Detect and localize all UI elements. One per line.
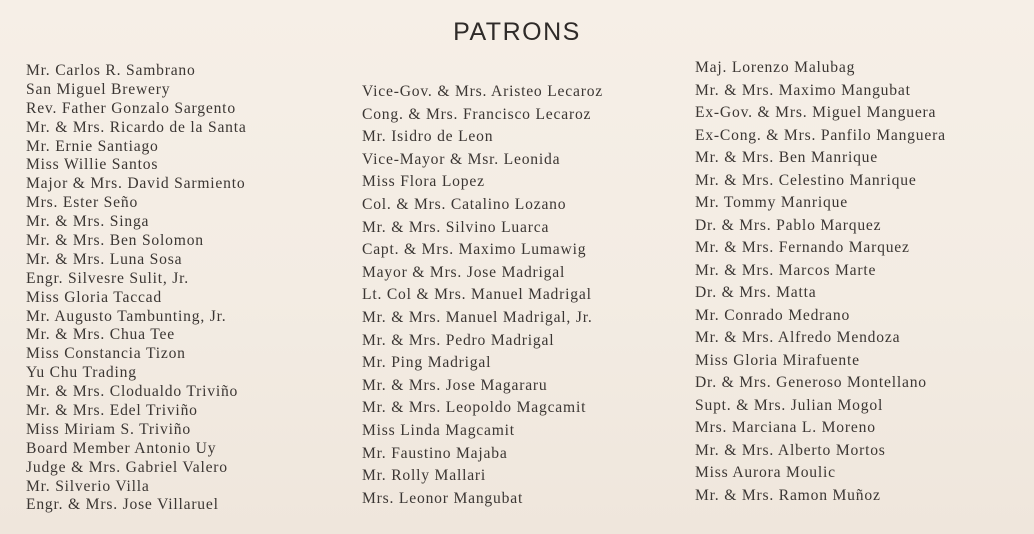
patron-name: Mrs. Leonor Mangubat xyxy=(362,489,524,507)
patron-name: Mr. & Mrs. Manuel Madrigal, Jr. xyxy=(362,308,593,326)
patron-name: Mr. & Mrs. Fernando Marquez xyxy=(695,239,910,256)
patron-name: San Miguel Brewery xyxy=(26,80,171,98)
patron-name: Cong. & Mrs. Francisco Lecaroz xyxy=(362,105,592,123)
patron-column-2 xyxy=(362,81,603,510)
patron-name: Miss Flora Lopez xyxy=(362,173,485,191)
patron-name: Ex-Gov. & Mrs. Miguel Manguera xyxy=(695,104,937,121)
patron-name: Mr. Silverio Villa xyxy=(26,477,150,495)
patron-name: Dr. & Mrs. Pablo Marquez xyxy=(695,216,882,234)
patron-name: Mr. Tommy Manrique xyxy=(695,194,848,211)
patron-name: Mr. & Mrs. Singa xyxy=(26,213,150,231)
patron-name: Capt. & Mrs. Maximo Lumawig xyxy=(362,241,587,259)
patron-name: Mr. & Mrs. Leopoldo Magcamit xyxy=(362,399,587,417)
patron-name: Mr. & Mrs. Marcos Marte xyxy=(695,261,877,279)
patron-name: Dr. & Mrs. Matta xyxy=(695,284,817,301)
patron-name: Mayor & Mrs. Jose Madrigal xyxy=(362,263,566,281)
patron-name: Miss Linda Magcamit xyxy=(362,421,515,439)
page-title: PATRONS xyxy=(453,18,581,46)
patron-name: Engr. Silvesre Sulit, Jr. xyxy=(26,269,189,287)
patron-name: Vice-Mayor & Msr. Leonida xyxy=(362,150,561,168)
patron-name: Ex-Cong. & Mrs. Panfilo Manguera xyxy=(695,126,946,144)
patron-name: Miss Gloria Taccad xyxy=(26,288,163,306)
patron-name: Dr. & Mrs. Generoso Montellano xyxy=(695,374,927,391)
patron-name: Maj. Lorenzo Malubag xyxy=(695,59,856,76)
patron-name: Mrs. Marciana L. Moreno xyxy=(695,419,876,436)
patron-name: Miss Constancia Tizon xyxy=(26,345,186,363)
patron-name: Supt. & Mrs. Julian Mogol xyxy=(695,396,884,414)
patron-name: Engr. & Mrs. Jose Villaruel xyxy=(26,496,219,514)
patron-name: Mr. Rolly Mallari xyxy=(362,467,487,485)
patron-name: Mr. & Mrs. Ben Manrique xyxy=(695,149,878,166)
patron-name: Mr. & Mrs. Ramon Muñoz xyxy=(695,486,881,504)
patron-name: Miss Willie Santos xyxy=(26,156,159,174)
patron-name: Mr. & Mrs. Jose Magararu xyxy=(362,376,548,394)
patron-name: Board Member Antonio Uy xyxy=(26,439,217,457)
patron-name: Col. & Mrs. Catalino Lozano xyxy=(362,195,567,213)
patron-name: Mr. Faustino Majaba xyxy=(362,444,508,462)
patron-name: Mr. & Mrs. Edel Triviño xyxy=(26,402,198,420)
patron-name: Judge & Mrs. Gabriel Valero xyxy=(26,458,228,476)
patron-column-3 xyxy=(695,57,946,507)
patron-name: Mr. & Mrs. Ben Solomon xyxy=(26,232,204,250)
patron-name: Yu Chu Trading xyxy=(26,364,137,382)
patron-name: Mr. Carlos R. Sambrano xyxy=(26,62,196,79)
patron-name: Mr. & Mrs. Pedro Madrigal xyxy=(362,331,555,349)
patron-name: Mrs. Ester Seño xyxy=(26,194,139,212)
patron-name: Mr. & Mrs. Chua Tee xyxy=(26,326,175,344)
patron-name: Miss Miriam S. Triviño xyxy=(26,420,191,438)
patron-name: Vice-Gov. & Mrs. Aristeo Lecaroz xyxy=(362,83,604,100)
patron-name: Mr. & Mrs. Alfredo Mendoza xyxy=(695,329,901,346)
patron-name: Mr. Ernie Santiago xyxy=(26,137,159,155)
patron-name: Mr. & Mrs. Alberto Mortos xyxy=(695,441,886,459)
patron-name: Major & Mrs. David Sarmiento xyxy=(26,175,246,193)
patron-name: Rev. Father Gonzalo Sargento xyxy=(26,99,236,117)
patron-name: Mr. Isidro de Leon xyxy=(362,128,494,146)
patron-name: Mr. & Mrs. Ricardo de la Santa xyxy=(26,118,247,136)
patron-name: Mr. & Mrs. Clodualdo Triviño xyxy=(26,383,239,401)
patron-name: Mr. & Mrs. Luna Sosa xyxy=(26,250,183,268)
patron-name: Mr. Augusto Tambunting, Jr. xyxy=(26,307,227,325)
patron-name: Mr. & Mrs. Celestino Manrique xyxy=(695,171,917,189)
patron-name: Mr. Ping Madrigal xyxy=(362,354,492,372)
patron-column-1 xyxy=(26,62,247,515)
patron-name: Miss Aurora Moulic xyxy=(695,464,836,481)
patron-name: Mr. Conrado Medrano xyxy=(695,306,851,324)
patron-name: Mr. & Mrs. Silvino Luarca xyxy=(362,218,550,236)
patron-name: Mr. & Mrs. Maximo Mangubat xyxy=(695,81,911,99)
patron-name: Lt. Col & Mrs. Manuel Madrigal xyxy=(362,286,592,304)
patron-name: Miss Gloria Mirafuente xyxy=(695,351,860,369)
